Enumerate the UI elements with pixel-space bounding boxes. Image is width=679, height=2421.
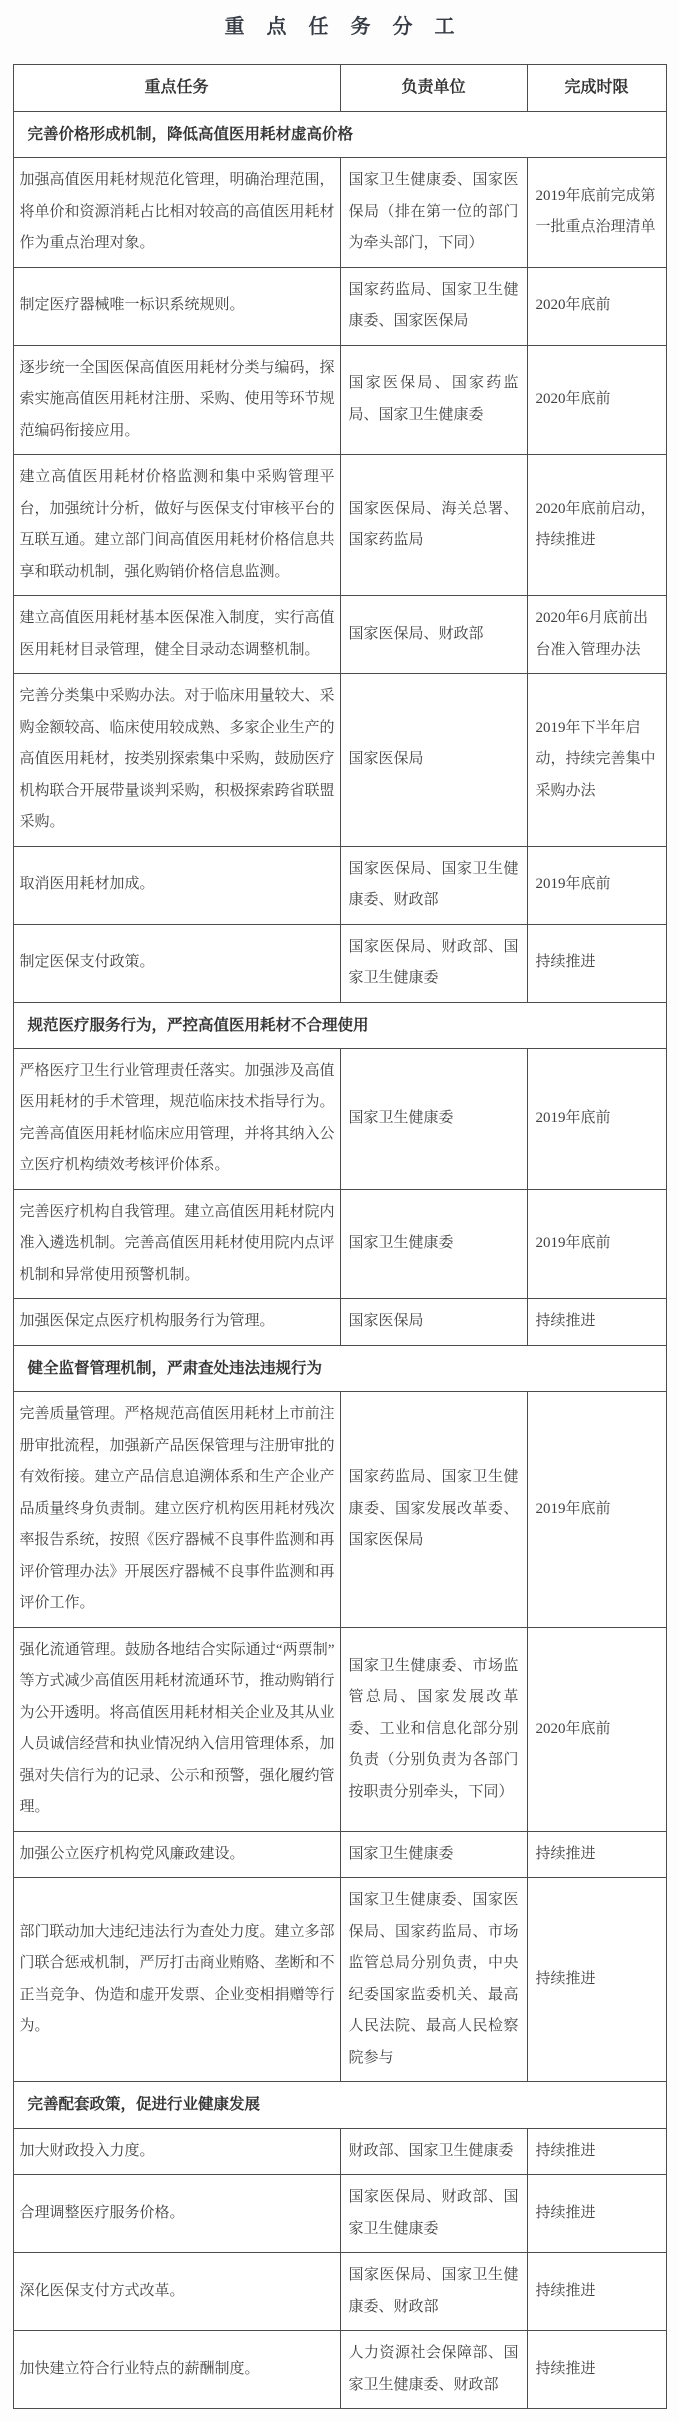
task-cell: 完善质量管理。严格规范高值医用耗材上市前注册审批流程，加强新产品医保管理与注册审批的有效衔接。建立产品信息追溯体系和生产企业产品质量终身负责制。建立医疗机构医用耗材残次率报告系统，按照《医疗器械不良事件监测和再评价管理办法》开展医疗器械不良事件监测和再评价工作。 (13, 1392, 340, 1628)
section-heading: 完善价格形成机制，降低高值医用耗材虚高价格 (13, 111, 666, 157)
unit-cell: 国家卫生健康委、国家医保局（排在第一位的部门为牵头部门，下同） (340, 158, 527, 268)
column-header-deadline: 完成时限 (527, 65, 666, 112)
task-row (13, 2175, 666, 2253)
task-row (13, 1831, 666, 1878)
task-cell: 逐步统一全国医保高值医用耗材分类与编码，探索实施高值医用耗材注册、采购、使用等环节规范编码衔接应用。 (13, 345, 340, 455)
task-cell: 完善医疗机构自我管理。建立高值医用耗材院内准入遴选机制。完善高值医用耗材使用院内点评机制和异常使用预警机制。 (13, 1189, 340, 1299)
unit-cell: 国家医保局、国家卫生健康委、财政部 (340, 2253, 527, 2331)
section-heading-row (13, 111, 666, 157)
task-cell: 建立高值医用耗材基本医保准入制度，实行高值医用耗材目录管理，健全目录动态调整机制。 (13, 596, 340, 674)
task-cell: 深化医保支付方式改革。 (13, 2253, 340, 2331)
task-cell: 部门联动加大违纪违法行为查处力度。建立多部门联合惩戒机制，严厉打击商业贿赂、垄断和不正当竞争、伪造和虚开发票、企业变相捐赠等行为。 (13, 1878, 340, 2082)
deadline-cell: 持续推进 (527, 1831, 666, 1878)
section-heading: 规范医疗服务行为，严控高值医用耗材不合理使用 (13, 1002, 666, 1048)
task-cell: 合理调整医疗服务价格。 (13, 2175, 340, 2253)
task-cell: 建立高值医用耗材价格监测和集中采购管理平台，加强统计分析，做好与医保支付审核平台的互联互通。建立部门间高值医用耗材价格信息共享和联动机制，强化购销价格信息监测。 (13, 455, 340, 596)
section-heading-row (13, 1002, 666, 1048)
task-row (13, 1392, 666, 1628)
task-row (13, 2253, 666, 2331)
task-cell: 取消医用耗材加成。 (13, 846, 340, 924)
task-row (13, 674, 666, 847)
column-header-task: 重点任务 (13, 65, 340, 112)
deadline-cell: 持续推进 (527, 2253, 666, 2331)
task-row (13, 924, 666, 1002)
task-row (13, 846, 666, 924)
task-cell: 加强高值医用耗材规范化管理，明确治理范围，将单价和资源消耗占比相对较高的高值医用耗材作为重点治理对象。 (13, 158, 340, 268)
deadline-cell: 持续推进 (527, 1878, 666, 2082)
task-row (13, 1299, 666, 1346)
task-cell: 加大财政投入力度。 (13, 2128, 340, 2175)
unit-cell: 国家卫生健康委 (340, 1831, 527, 1878)
unit-cell: 国家卫生健康委 (340, 1048, 527, 1189)
task-row (13, 1627, 666, 1831)
task-row (13, 345, 666, 455)
task-cell: 加强医保定点医疗机构服务行为管理。 (13, 1299, 340, 1346)
unit-cell: 国家医保局、海关总署、国家药监局 (340, 455, 527, 596)
unit-cell: 财政部、国家卫生健康委 (340, 2128, 527, 2175)
task-cell: 加强公立医疗机构党风廉政建设。 (13, 1831, 340, 1878)
page-title: 重点任务分工 (224, 16, 477, 38)
deadline-cell: 持续推进 (527, 2175, 666, 2253)
unit-cell: 人力资源社会保障部、国家卫生健康委、财政部 (340, 2331, 527, 2409)
task-cell: 完善分类集中采购办法。对于临床用量较大、采购金额较高、临床使用较成熟、多家企业生产的高值医用耗材，按类别探索集中采购，鼓励医疗机构联合开展带量谈判采购，积极探索跨省联盟采购。 (13, 674, 340, 847)
deadline-cell: 持续推进 (527, 1299, 666, 1346)
task-row (13, 158, 666, 268)
task-row (13, 1878, 666, 2082)
section-heading: 健全监督管理机制，严肃查处违法违规行为 (13, 1345, 666, 1391)
task-row (13, 2128, 666, 2175)
task-row (13, 267, 666, 345)
task-cell: 强化流通管理。鼓励各地结合实际通过“两票制”等方式减少高值医用耗材流通环节，推动购销行为公开透明。将高值医用耗材相关企业及其从业人员诚信经营和执业情况纳入信用管理体系，加强对失信行为的记录、公示和预警，强化履约管理。 (13, 1627, 340, 1831)
unit-cell: 国家医保局、财政部、国家卫生健康委 (340, 2175, 527, 2253)
task-row (13, 596, 666, 674)
section-heading: 完善配套政策，促进行业健康发展 (13, 2082, 666, 2128)
deadline-cell: 2020年底前 (527, 1627, 666, 1831)
unit-cell: 国家卫生健康委 (340, 1189, 527, 1299)
deadline-cell: 2019年底前 (527, 1189, 666, 1299)
unit-cell: 国家医保局、国家卫生健康委、财政部 (340, 846, 527, 924)
task-row (13, 1189, 666, 1299)
deadline-cell: 2020年6月底前出台准入管理办法 (527, 596, 666, 674)
table-header-row (13, 65, 666, 112)
unit-cell: 国家卫生健康委、市场监管总局、国家发展改革委、工业和信息化部分别负责（分别负责为各部门按职责分别牵头，下同） (340, 1627, 527, 1831)
unit-cell: 国家医保局、国家药监局、国家卫生健康委 (340, 345, 527, 455)
deadline-cell: 持续推进 (527, 2128, 666, 2175)
task-row (13, 1048, 666, 1189)
deadline-cell: 持续推进 (527, 2331, 666, 2409)
unit-cell: 国家医保局、财政部、国家卫生健康委 (340, 924, 527, 1002)
unit-cell: 国家医保局 (340, 1299, 527, 1346)
deadline-cell: 2019年底前 (527, 1392, 666, 1628)
task-assignment-table (13, 64, 667, 2409)
deadline-cell: 2019年下半年启动，持续完善集中采购办法 (527, 674, 666, 847)
task-row (13, 455, 666, 596)
task-cell: 制定医保支付政策。 (13, 924, 340, 1002)
task-cell: 严格医疗卫生行业管理责任落实。加强涉及高值医用耗材的手术管理，规范临床技术指导行为。完善高值医用耗材临床应用管理，并将其纳入公立医疗机构绩效考核评价体系。 (13, 1048, 340, 1189)
unit-cell: 国家医保局 (340, 674, 527, 847)
unit-cell: 国家药监局、国家卫生健康委、国家发展改革委、国家医保局 (340, 1392, 527, 1628)
unit-cell: 国家卫生健康委、国家医保局、国家药监局、市场监管总局分别负责，中央纪委国家监委机关、最高人民法院、最高人民检察院参与 (340, 1878, 527, 2082)
deadline-cell: 2019年底前 (527, 846, 666, 924)
task-cell: 加快建立符合行业特点的薪酬制度。 (13, 2331, 340, 2409)
deadline-cell: 2019年底前完成第一批重点治理清单 (527, 158, 666, 268)
column-header-unit: 负责单位 (340, 65, 527, 112)
deadline-cell: 2019年底前 (527, 1048, 666, 1189)
task-cell: 制定医疗器械唯一标识系统规则。 (13, 267, 340, 345)
deadline-cell: 2020年底前启动，持续推进 (527, 455, 666, 596)
deadline-cell: 2020年底前 (527, 345, 666, 455)
task-row (13, 2331, 666, 2409)
deadline-cell: 2020年底前 (527, 267, 666, 345)
unit-cell: 国家医保局、财政部 (340, 596, 527, 674)
unit-cell: 国家药监局、国家卫生健康委、国家医保局 (340, 267, 527, 345)
deadline-cell: 持续推进 (527, 924, 666, 1002)
section-heading-row (13, 2082, 666, 2128)
section-heading-row (13, 1345, 666, 1391)
